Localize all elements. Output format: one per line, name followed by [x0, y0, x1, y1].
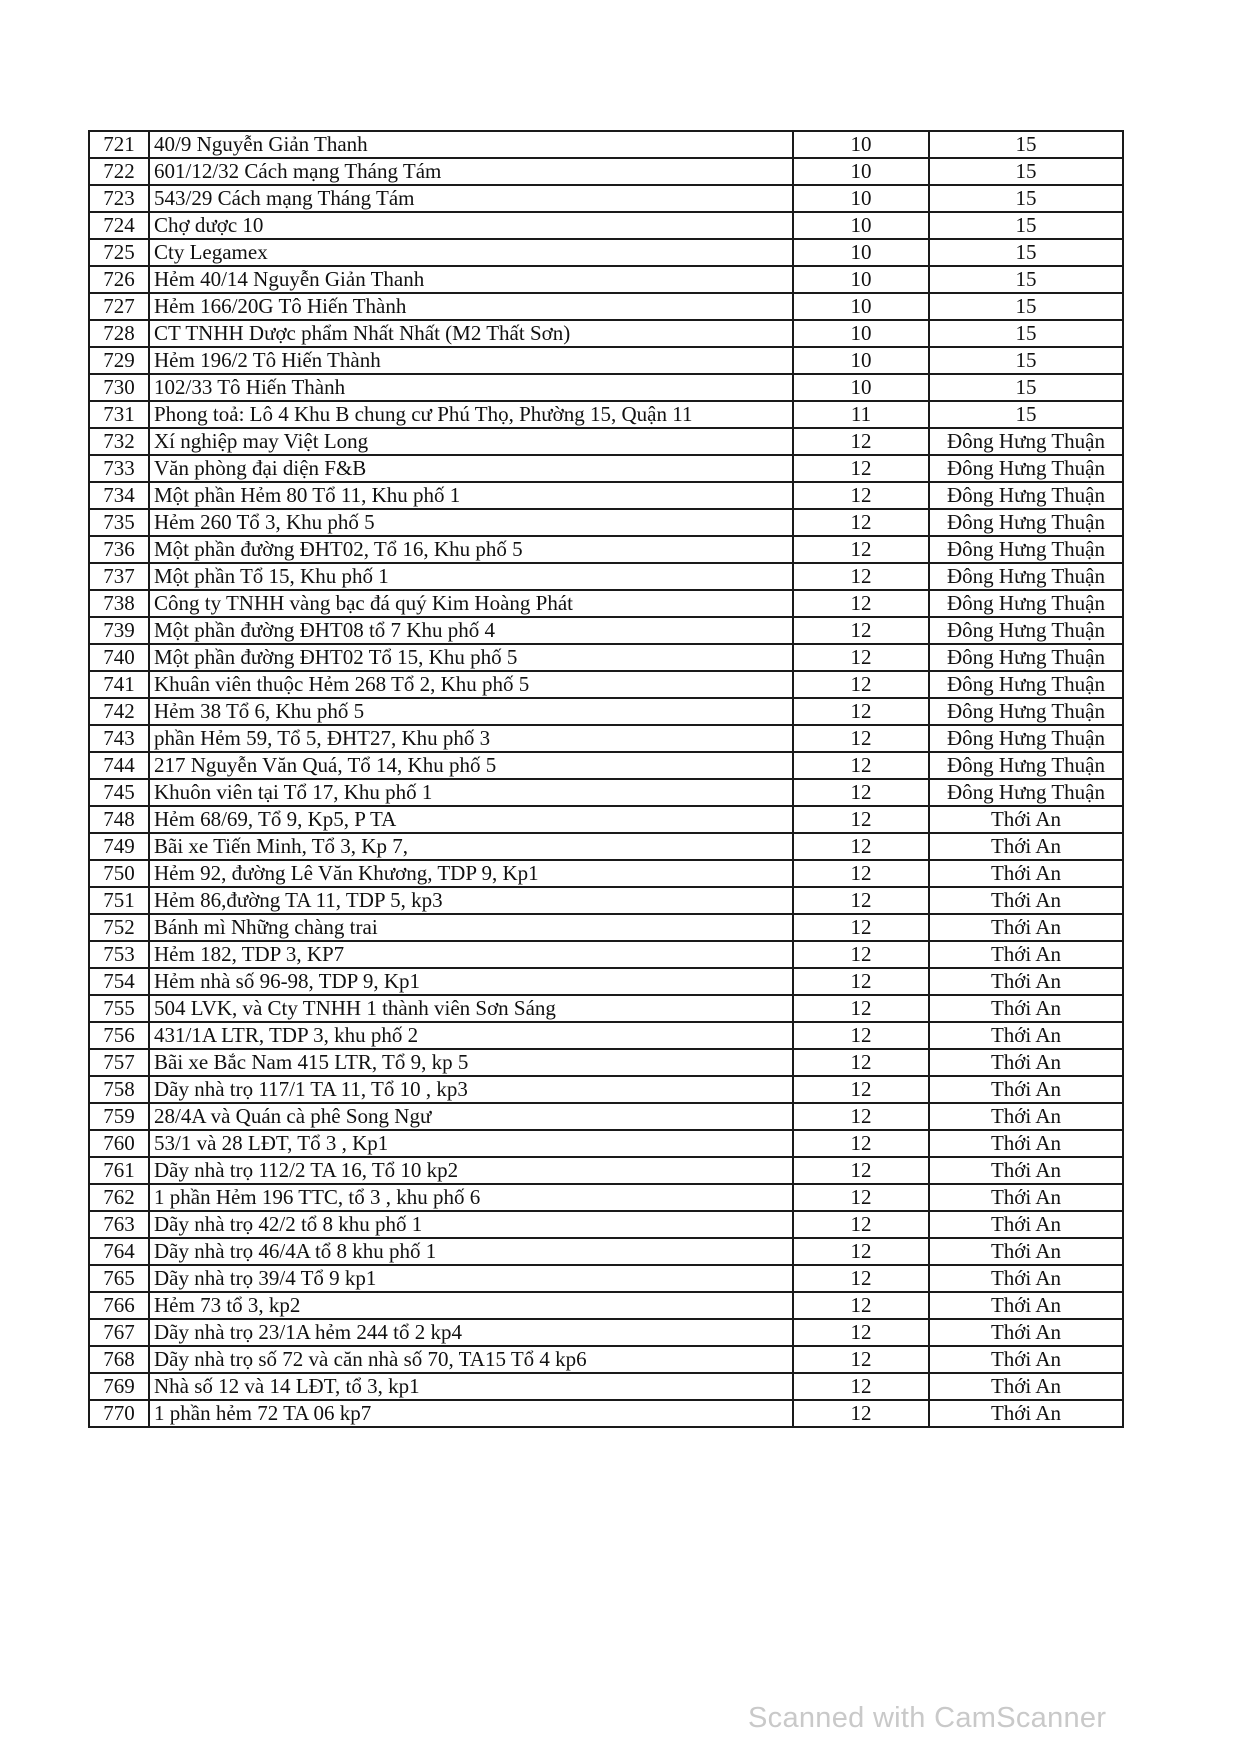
address-cell: Chợ dược 10 [149, 212, 793, 239]
ward-name-cell: Thới An [929, 1103, 1123, 1130]
ward-name-cell: Thới An [929, 968, 1123, 995]
district-cell: 12 [793, 752, 929, 779]
address-cell: Dãy nhà trọ 39/4 Tổ 9 kp1 [149, 1265, 793, 1292]
table-row [89, 239, 1123, 266]
table-row [89, 671, 1123, 698]
address-cell: Một phần đường ĐHT02, Tổ 16, Khu phố 5 [149, 536, 793, 563]
address-cell: 53/1 và 28 LĐT, Tổ 3 , Kp1 [149, 1130, 793, 1157]
row-number-cell: 753 [89, 941, 149, 968]
address-cell: Hẻm 73 tổ 3, kp2 [149, 1292, 793, 1319]
ward-name-cell: Thới An [929, 887, 1123, 914]
district-cell: 10 [793, 320, 929, 347]
address-cell: 543/29 Cách mạng Tháng Tám [149, 185, 793, 212]
table-row [89, 941, 1123, 968]
ward-name-cell: Thới An [929, 1157, 1123, 1184]
district-cell: 12 [793, 941, 929, 968]
ward-name-cell: Thới An [929, 1238, 1123, 1265]
district-cell: 12 [793, 806, 929, 833]
ward-name-cell: 15 [929, 347, 1123, 374]
row-number-cell: 730 [89, 374, 149, 401]
ward-name-cell: Thới An [929, 1130, 1123, 1157]
district-cell: 12 [793, 617, 929, 644]
table-row [89, 509, 1123, 536]
ward-name-cell: Đông Hưng Thuận [929, 698, 1123, 725]
row-number-cell: 769 [89, 1373, 149, 1400]
row-number-cell: 736 [89, 536, 149, 563]
ward-name-cell: Thới An [929, 995, 1123, 1022]
row-number-cell: 721 [89, 131, 149, 158]
district-cell: 12 [793, 1103, 929, 1130]
row-number-cell: 733 [89, 455, 149, 482]
address-cell: Hẻm 86,đường TA 11, TDP 5, kp3 [149, 887, 793, 914]
ward-name-cell: 15 [929, 293, 1123, 320]
row-number-cell: 758 [89, 1076, 149, 1103]
table-row [89, 752, 1123, 779]
ward-name-cell: 15 [929, 239, 1123, 266]
row-number-cell: 770 [89, 1400, 149, 1427]
ward-name-cell: Thới An [929, 914, 1123, 941]
address-cell: 102/33 Tô Hiến Thành [149, 374, 793, 401]
district-cell: 10 [793, 347, 929, 374]
ward-name-cell: Thới An [929, 1049, 1123, 1076]
table-row [89, 320, 1123, 347]
district-cell: 10 [793, 293, 929, 320]
row-number-cell: 768 [89, 1346, 149, 1373]
district-cell: 12 [793, 428, 929, 455]
address-cell: Dãy nhà trọ 46/4A tổ 8 khu phố 1 [149, 1238, 793, 1265]
row-number-cell: 755 [89, 995, 149, 1022]
address-cell: Dãy nhà trọ 23/1A hẻm 244 tổ 2 kp4 [149, 1319, 793, 1346]
address-cell: 1 phần Hẻm 196 TTC, tổ 3 , khu phố 6 [149, 1184, 793, 1211]
district-cell: 12 [793, 1319, 929, 1346]
ward-name-cell: Đông Hưng Thuận [929, 617, 1123, 644]
row-number-cell: 743 [89, 725, 149, 752]
ward-name-cell: Thới An [929, 1076, 1123, 1103]
district-cell: 12 [793, 1292, 929, 1319]
table-row [89, 644, 1123, 671]
address-cell: Văn phòng đại diện F&B [149, 455, 793, 482]
district-cell: 10 [793, 131, 929, 158]
ward-name-cell: 15 [929, 374, 1123, 401]
district-cell: 12 [793, 1373, 929, 1400]
address-cell: Xí nghiệp may Việt Long [149, 428, 793, 455]
district-cell: 10 [793, 158, 929, 185]
district-cell: 12 [793, 914, 929, 941]
district-cell: 12 [793, 1022, 929, 1049]
row-number-cell: 732 [89, 428, 149, 455]
row-number-cell: 741 [89, 671, 149, 698]
row-number-cell: 762 [89, 1184, 149, 1211]
row-number-cell: 727 [89, 293, 149, 320]
row-number-cell: 739 [89, 617, 149, 644]
locations-table [88, 130, 1124, 1428]
address-cell: Công ty TNHH vàng bạc đá quý Kim Hoàng Phát [149, 590, 793, 617]
ward-name-cell: Thới An [929, 1319, 1123, 1346]
table-row [89, 1076, 1123, 1103]
address-cell: Cty Legamex [149, 239, 793, 266]
address-cell: Dãy nhà trọ 42/2 tổ 8 khu phố 1 [149, 1211, 793, 1238]
address-cell: 601/12/32 Cách mạng Tháng Tám [149, 158, 793, 185]
district-cell: 12 [793, 833, 929, 860]
row-number-cell: 726 [89, 266, 149, 293]
ward-name-cell: Đông Hưng Thuận [929, 671, 1123, 698]
ward-name-cell: Đông Hưng Thuận [929, 455, 1123, 482]
address-cell: Hẻm 196/2 Tô Hiến Thành [149, 347, 793, 374]
table-row [89, 293, 1123, 320]
district-cell: 12 [793, 455, 929, 482]
table-row [89, 347, 1123, 374]
district-cell: 12 [793, 887, 929, 914]
district-cell: 12 [793, 671, 929, 698]
address-cell: Hẻm 182, TDP 3, KP7 [149, 941, 793, 968]
ward-name-cell: Thới An [929, 941, 1123, 968]
ward-name-cell: Thới An [929, 1346, 1123, 1373]
row-number-cell: 729 [89, 347, 149, 374]
table-row [89, 968, 1123, 995]
address-cell: Dãy nhà trọ 117/1 TA 11, Tổ 10 , kp3 [149, 1076, 793, 1103]
district-cell: 11 [793, 401, 929, 428]
row-number-cell: 756 [89, 1022, 149, 1049]
address-cell: Hẻm 166/20G Tô Hiến Thành [149, 293, 793, 320]
table-row [89, 563, 1123, 590]
district-cell: 10 [793, 212, 929, 239]
row-number-cell: 751 [89, 887, 149, 914]
ward-name-cell: 15 [929, 131, 1123, 158]
address-cell: Bánh mì Những chàng trai [149, 914, 793, 941]
table-row [89, 131, 1123, 158]
district-cell: 12 [793, 1130, 929, 1157]
ward-name-cell: Thới An [929, 1211, 1123, 1238]
address-cell: Hẻm 92, đường Lê Văn Khương, TDP 9, Kp1 [149, 860, 793, 887]
district-cell: 12 [793, 482, 929, 509]
district-cell: 10 [793, 266, 929, 293]
table-row [89, 536, 1123, 563]
district-cell: 12 [793, 1157, 929, 1184]
district-cell: 12 [793, 779, 929, 806]
ward-name-cell: Thới An [929, 1022, 1123, 1049]
row-number-cell: 728 [89, 320, 149, 347]
table-row [89, 1400, 1123, 1427]
district-cell: 12 [793, 725, 929, 752]
ward-name-cell: Thới An [929, 1400, 1123, 1427]
address-cell: 217 Nguyễn Văn Quá, Tổ 14, Khu phố 5 [149, 752, 793, 779]
ward-name-cell: Thới An [929, 806, 1123, 833]
table-row [89, 1211, 1123, 1238]
address-cell: Một phần Hẻm 80 Tổ 11, Khu phố 1 [149, 482, 793, 509]
table-row [89, 779, 1123, 806]
address-cell: Dãy nhà trọ số 72 và căn nhà số 70, TA15 Tổ 4 kp6 [149, 1346, 793, 1373]
district-cell: 12 [793, 995, 929, 1022]
row-number-cell: 744 [89, 752, 149, 779]
row-number-cell: 763 [89, 1211, 149, 1238]
address-cell: Một phần đường ĐHT08 tổ 7 Khu phố 4 [149, 617, 793, 644]
row-number-cell: 748 [89, 806, 149, 833]
table-row [89, 1292, 1123, 1319]
ward-name-cell: 15 [929, 266, 1123, 293]
table-row [89, 914, 1123, 941]
table-row [89, 1346, 1123, 1373]
ward-name-cell: Thới An [929, 833, 1123, 860]
address-cell: Một phần đường ĐHT02 Tổ 15, Khu phố 5 [149, 644, 793, 671]
ward-name-cell: 15 [929, 401, 1123, 428]
table-row [89, 725, 1123, 752]
address-cell: Nhà số 12 và 14 LĐT, tổ 3, kp1 [149, 1373, 793, 1400]
ward-name-cell: Đông Hưng Thuận [929, 536, 1123, 563]
table-row [89, 1265, 1123, 1292]
ward-name-cell: Đông Hưng Thuận [929, 563, 1123, 590]
table-row [89, 1184, 1123, 1211]
table-row [89, 185, 1123, 212]
district-cell: 12 [793, 1400, 929, 1427]
row-number-cell: 737 [89, 563, 149, 590]
table-row [89, 1319, 1123, 1346]
table-row [89, 617, 1123, 644]
table-row [89, 1238, 1123, 1265]
district-cell: 12 [793, 1049, 929, 1076]
row-number-cell: 764 [89, 1238, 149, 1265]
address-cell: Khuân viên thuộc Hẻm 268 Tổ 2, Khu phố 5 [149, 671, 793, 698]
address-cell: phần Hẻm 59, Tổ 5, ĐHT27, Khu phố 3 [149, 725, 793, 752]
ward-name-cell: 15 [929, 320, 1123, 347]
district-cell: 12 [793, 563, 929, 590]
row-number-cell: 724 [89, 212, 149, 239]
row-number-cell: 767 [89, 1319, 149, 1346]
district-cell: 12 [793, 1211, 929, 1238]
ward-name-cell: Thới An [929, 1184, 1123, 1211]
row-number-cell: 722 [89, 158, 149, 185]
district-cell: 12 [793, 1076, 929, 1103]
row-number-cell: 766 [89, 1292, 149, 1319]
ward-name-cell: Đông Hưng Thuận [929, 725, 1123, 752]
ward-name-cell: Đông Hưng Thuận [929, 752, 1123, 779]
row-number-cell: 759 [89, 1103, 149, 1130]
row-number-cell: 765 [89, 1265, 149, 1292]
address-cell: Một phần Tổ 15, Khu phố 1 [149, 563, 793, 590]
address-cell: Dãy nhà trọ 112/2 TA 16, Tổ 10 kp2 [149, 1157, 793, 1184]
district-cell: 12 [793, 968, 929, 995]
camscanner-watermark: Scanned with CamScanner [748, 1702, 1107, 1734]
table-body [89, 131, 1123, 1427]
ward-name-cell: Đông Hưng Thuận [929, 428, 1123, 455]
address-cell: 40/9 Nguyễn Giản Thanh [149, 131, 793, 158]
table-row [89, 1373, 1123, 1400]
row-number-cell: 725 [89, 239, 149, 266]
ward-name-cell: Thới An [929, 1265, 1123, 1292]
address-cell: Hẻm 40/14 Nguyễn Giản Thanh [149, 266, 793, 293]
district-cell: 12 [793, 1184, 929, 1211]
address-cell: Khuôn viên tại Tổ 17, Khu phố 1 [149, 779, 793, 806]
district-cell: 12 [793, 860, 929, 887]
ward-name-cell: Đông Hưng Thuận [929, 644, 1123, 671]
table-row [89, 428, 1123, 455]
address-cell: 28/4A và Quán cà phê Song Ngư [149, 1103, 793, 1130]
row-number-cell: 740 [89, 644, 149, 671]
row-number-cell: 752 [89, 914, 149, 941]
row-number-cell: 738 [89, 590, 149, 617]
district-cell: 12 [793, 1265, 929, 1292]
table-row [89, 806, 1123, 833]
table-row [89, 1022, 1123, 1049]
address-cell: Phong toả: Lô 4 Khu B chung cư Phú Thọ, Phường 15, Quận 11 [149, 401, 793, 428]
ward-name-cell: Thới An [929, 1373, 1123, 1400]
table-row [89, 212, 1123, 239]
table-row [89, 1103, 1123, 1130]
row-number-cell: 750 [89, 860, 149, 887]
address-cell: Hẻm 38 Tổ 6, Khu phố 5 [149, 698, 793, 725]
ward-name-cell: Thới An [929, 860, 1123, 887]
row-number-cell: 734 [89, 482, 149, 509]
table-row [89, 1157, 1123, 1184]
table-row [89, 455, 1123, 482]
table-row [89, 860, 1123, 887]
table-row [89, 401, 1123, 428]
district-cell: 12 [793, 644, 929, 671]
table-row [89, 1130, 1123, 1157]
address-cell: Bãi xe Tiến Minh, Tổ 3, Kp 7, [149, 833, 793, 860]
table-row [89, 590, 1123, 617]
row-number-cell: 757 [89, 1049, 149, 1076]
row-number-cell: 749 [89, 833, 149, 860]
row-number-cell: 761 [89, 1157, 149, 1184]
ward-name-cell: Thới An [929, 1292, 1123, 1319]
address-cell: CT TNHH Dược phẩm Nhất Nhất (M2 Thất Sơn) [149, 320, 793, 347]
address-cell: Bãi xe Bắc Nam 415 LTR, Tổ 9, kp 5 [149, 1049, 793, 1076]
address-cell: Hẻm 68/69, Tổ 9, Kp5, P TA [149, 806, 793, 833]
table-row [89, 995, 1123, 1022]
row-number-cell: 731 [89, 401, 149, 428]
address-cell: 1 phần hẻm 72 TA 06 kp7 [149, 1400, 793, 1427]
address-cell: Hẻm 260 Tổ 3, Khu phố 5 [149, 509, 793, 536]
table-row [89, 482, 1123, 509]
ward-name-cell: 15 [929, 212, 1123, 239]
table-row [89, 887, 1123, 914]
address-cell: Hẻm nhà số 96-98, TDP 9, Kp1 [149, 968, 793, 995]
district-cell: 12 [793, 698, 929, 725]
row-number-cell: 735 [89, 509, 149, 536]
ward-name-cell: Đông Hưng Thuận [929, 779, 1123, 806]
district-cell: 12 [793, 1238, 929, 1265]
ward-name-cell: Đông Hưng Thuận [929, 482, 1123, 509]
district-cell: 12 [793, 509, 929, 536]
row-number-cell: 742 [89, 698, 149, 725]
table-row [89, 266, 1123, 293]
row-number-cell: 723 [89, 185, 149, 212]
district-cell: 10 [793, 239, 929, 266]
district-cell: 12 [793, 1346, 929, 1373]
address-cell: 431/1A LTR, TDP 3, khu phố 2 [149, 1022, 793, 1049]
row-number-cell: 745 [89, 779, 149, 806]
table-row [89, 158, 1123, 185]
table-row [89, 1049, 1123, 1076]
district-cell: 12 [793, 536, 929, 563]
district-cell: 12 [793, 590, 929, 617]
ward-name-cell: 15 [929, 185, 1123, 212]
row-number-cell: 754 [89, 968, 149, 995]
address-cell: 504 LVK, và Cty TNHH 1 thành viên Sơn Sáng [149, 995, 793, 1022]
ward-name-cell: Đông Hưng Thuận [929, 509, 1123, 536]
row-number-cell: 760 [89, 1130, 149, 1157]
district-cell: 10 [793, 374, 929, 401]
table-row [89, 698, 1123, 725]
ward-name-cell: Đông Hưng Thuận [929, 590, 1123, 617]
table-row [89, 833, 1123, 860]
ward-name-cell: 15 [929, 158, 1123, 185]
district-cell: 10 [793, 185, 929, 212]
table-row [89, 374, 1123, 401]
